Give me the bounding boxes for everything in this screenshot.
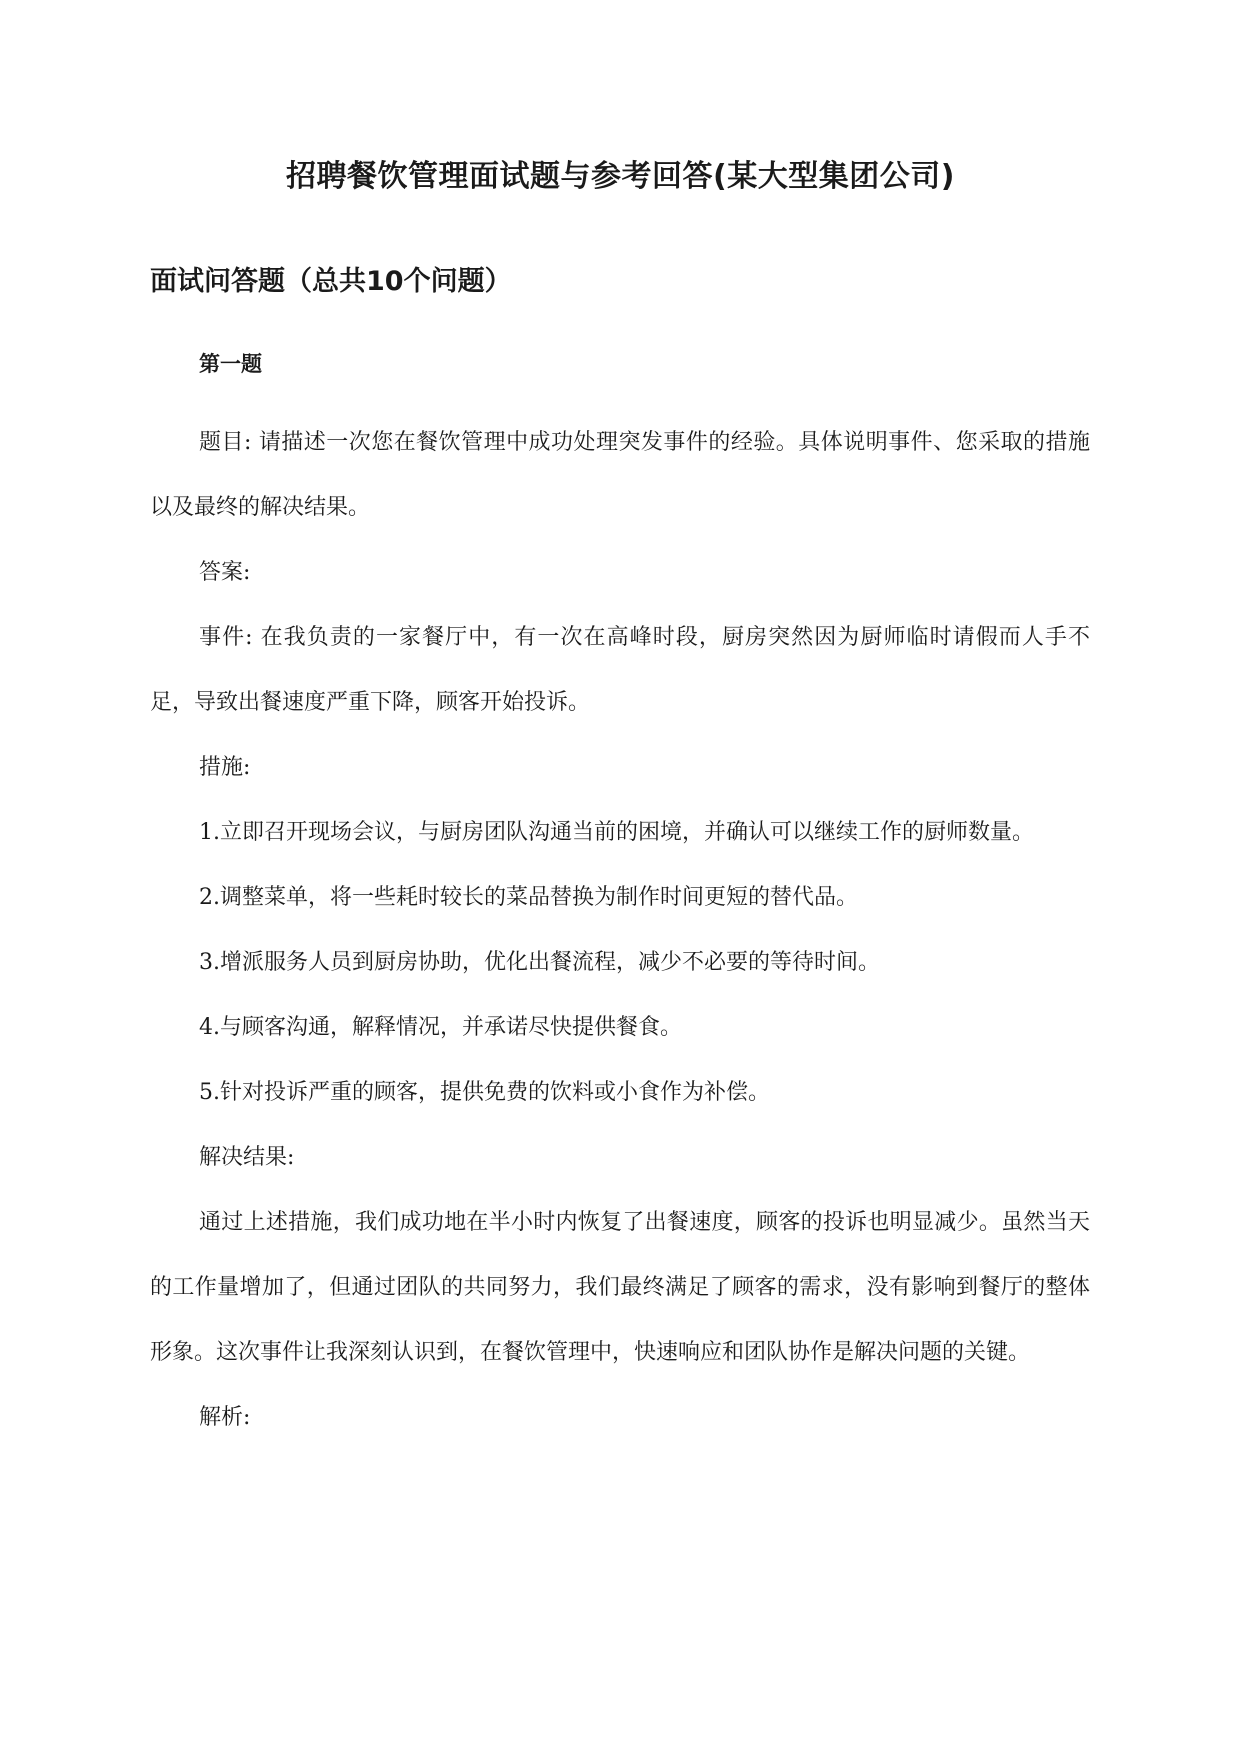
measure-item-3: 3.增派服务人员到厨房协助，优化出餐流程，减少不必要的等待时间。 [199,950,880,975]
section-heading: 面试问答题（总共10个问题） [150,266,512,297]
result-label: 解决结果: [199,1145,295,1170]
question-heading: 第一题 [199,352,262,376]
measure-item-2: 2.调整菜单，将一些耗时较长的菜品替换为制作时间更短的替代品。 [199,885,858,910]
result-paragraph: 通过上述措施，我们成功地在半小时内恢复了出餐速度，顾客的投诉也明显减少。虽然当天的工作量增加了，但通过团队的共同努力，我们最终满足了顾客的需求，没有影响到餐厅的整体形象。这次事件让我深刻认识到，在餐饮管理中，快速响应和团队协作是解决问题的关键。 [150,1210,1090,1365]
event-paragraph: 事件: 在我负责的一家餐厅中，有一次在高峰时段，厨房突然因为厨师临时请假而人手不足，导致出餐速度严重下降，顾客开始投诉。 [150,625,1090,715]
measures-label: 措施: [199,755,251,780]
answer-label: 答案: [199,560,251,585]
document-title: 招聘餐饮管理面试题与参考回答(某大型集团公司) [286,159,955,194]
analysis-label: 解析: [199,1405,251,1430]
measure-item-4: 4.与顾客沟通，解释情况，并承诺尽快提供餐食。 [199,1015,682,1040]
measure-item-5: 5.针对投诉严重的顾客，提供免费的饮料或小食作为补偿。 [199,1080,770,1105]
measure-item-1: 1.立即召开现场会议，与厨房团队沟通当前的困境，并确认可以继续工作的厨师数量。 [199,820,1034,845]
document-body [150,410,1090,1450]
question-prompt: 题目: 请描述一次您在餐饮管理中成功处理突发事件的经验。具体说明事件、您采取的措施以及最终的解决结果。 [150,430,1090,520]
